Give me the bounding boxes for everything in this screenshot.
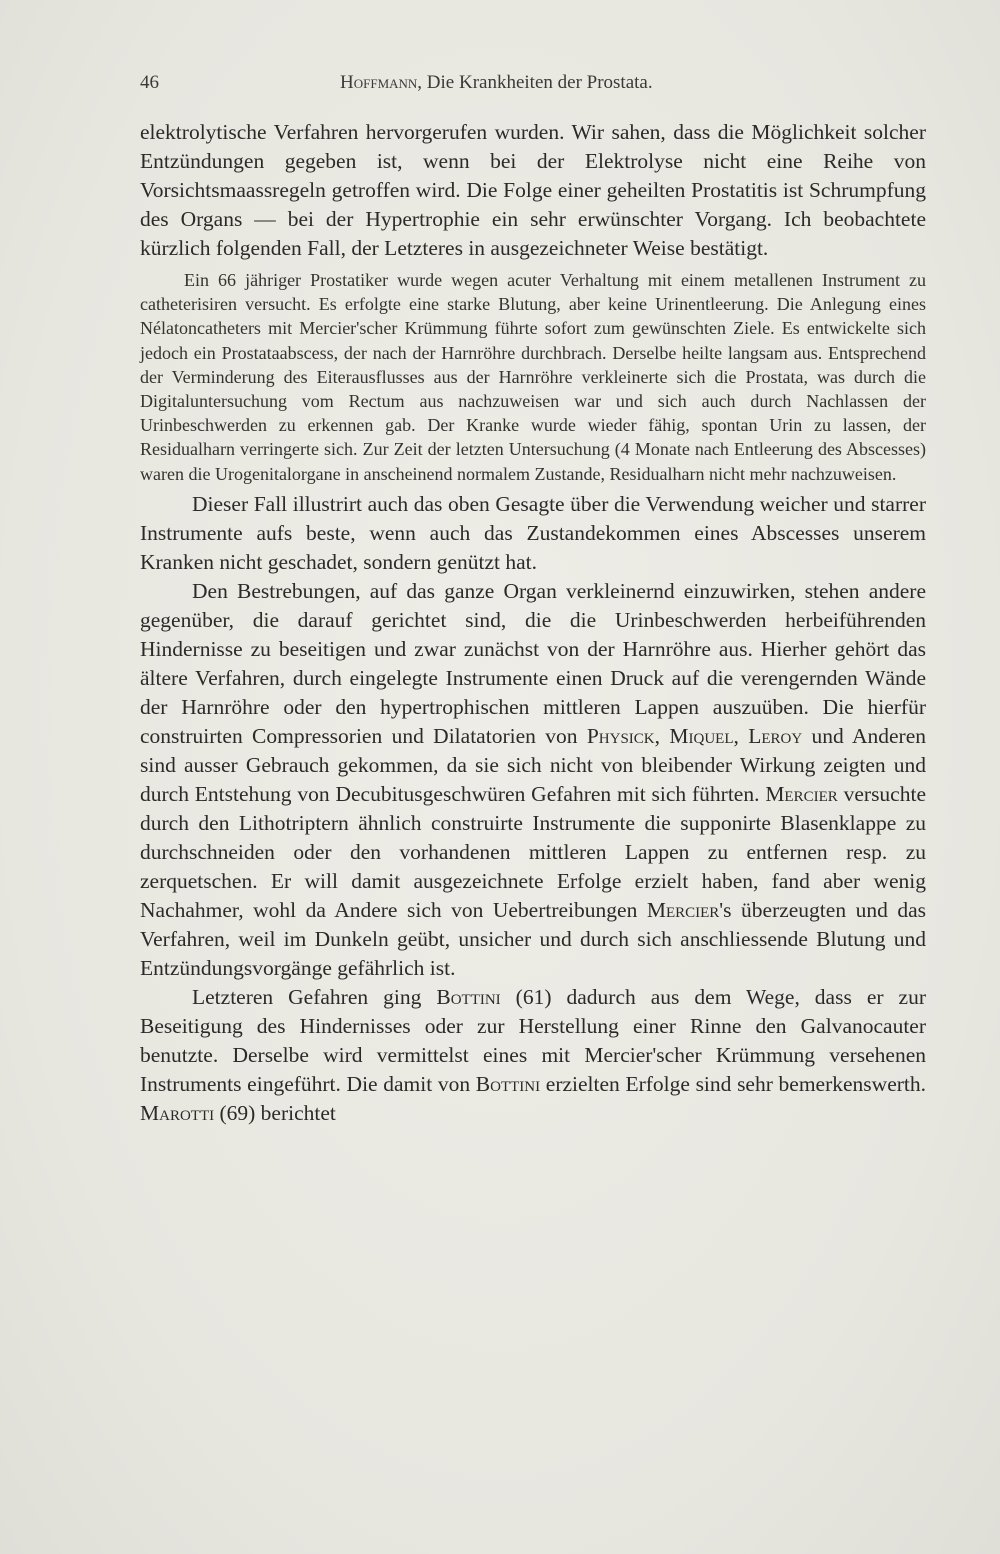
paragraph-compression-methods xyxy=(140,577,926,983)
author-name-mercier: Mercier xyxy=(646,897,720,922)
paragraph-case-commentary: Dieser Fall illustrirt auch das oben Gesagte über die Verwendung weicher und starrer Instrumente aufs beste, wenn auch das Zustandekommen eines Abscesses unserem Kranken nicht geschadet, sondern genützt hat. xyxy=(140,491,926,574)
paragraph-continuation: elektrolytische Verfahren hervorgerufen wurden. Wir sahen, dass die Möglichkeit solcher Entzündungen gegeben ist, wenn bei der Elektrolyse nicht eine Reihe von Vorsichtsmaassregeln getroffen wird. Die Folge einer geheilten Prostatitis ist Schrumpfung des Organs — bei der Hypertrophie ein sehr erwünschter Vorgang. Ich beobachtete kürzlich folgenden Fall, der Letzteres in ausgezeichneter Weise bestätigt. xyxy=(140,120,926,260)
author-name: Hoffmann xyxy=(340,72,418,93)
text-run: , xyxy=(654,723,670,748)
running-title xyxy=(340,72,653,94)
text-run: versuchte durch den Lithotriptern ähnlich construirte Instrumente die supponirte Blasenklappe zu durchschneiden oder den vorhandenen mittleren Lappen zu entfernen resp. zu zerquetschen. Er will damit ausgezeichnete Erfolge erzielt haben, fand aber wenig Nachahmer, wohl da Andere sich von Uebertreibungen xyxy=(140,781,926,922)
page-body xyxy=(140,118,926,1128)
author-name-bottini: Bottini xyxy=(436,984,501,1009)
running-header xyxy=(140,72,930,100)
paragraph-galvanocautery xyxy=(140,983,926,1128)
author-name-physick: Physick xyxy=(586,723,655,748)
author-name-marotti: Marotti xyxy=(140,1100,215,1125)
book-title: , Die Krankheiten der Prostata. xyxy=(417,72,653,93)
page-number: 46 xyxy=(140,72,159,93)
case-report-paragraph: Ein 66 jähriger Prostatiker wurde wegen acuter Verhaltung mit einem metallenen Instrument zu catheterisiren versucht. Es erfolgte eine starke Blutung, aber keine Urinentleerung. Die Anlegung eines Nélatoncatheters mit Mercier'scher Krümmung führte sofort zum gewünschten Ziele. Es entwickelte sich jedoch ein Prostataabscess, der nach der Harnröhre durchbrach. Derselbe heilte langsam aus. Entsprechend der Verminderung des Eiterausflusses aus der Harnröhre verkleinerte sich die Prostata, was durch die Digitaluntersuchung vom Rectum aus nachzuweisen war und sich auch durch Nachlassen der Urinbeschwerden zu erkennen gab. Der Kranke wurde wieder fähig, spontan Urin zu lassen, der Residualharn verringerte sich. Zur Zeit der letzten Untersuchung (4 Monate nach Entleerung des Abscesses) waren die Urogenitalorgane in anscheinend normalem Zustande, Residualharn nicht mehr nachzuweisen. xyxy=(140,270,926,484)
text-run: erzielten Erfolge sind sehr bemerkenswerth. xyxy=(540,1071,926,1096)
text-run: 's überzeugten und das Verfahren, weil im Dunkeln geübt, unsicher und durch sich anschliessende Blutung und Entzündungsvorgänge gefährlich ist. xyxy=(140,897,926,980)
text-run: , xyxy=(733,723,749,748)
author-name-mercier: Mercier xyxy=(765,781,838,806)
author-name-bottini: Bottini xyxy=(475,1071,541,1096)
text-run: und Anderen sind ausser Gebrauch gekommen, da sie sich nicht von bleibender Wirkung zeigten und durch Entstehung von Decubitusgeschwüren Gefahren mit sich führten. xyxy=(140,723,927,806)
author-name-miquel: Miquel xyxy=(669,723,734,748)
text-run: (61) dadurch aus dem Wege, dass er zur Beseitigung des Hindernisses oder zur Herstellung einer Rinne den Galvanocauter benutzte. Derselbe wird vermittelst eines mit Mercier'scher Krümmung versehenen Instruments eingeführt. Die damit von xyxy=(140,984,926,1096)
text-run: Den Bestrebungen, auf das ganze Organ verkleinernd einzuwirken, stehen andere gegenüber, die darauf gerichtet sind, die die Urinbeschwerden herbeiführenden Hindernisse zu beseitigen und zwar zunächst von der Harnröhre aus. Hierher gehört das ältere Verfahren, durch eingelegte Instrumente einen Druck auf die verengernden Wände der Harnröhre oder den hypertrophischen mittleren Lappen auszuüben. Die hierfür construirten Compressorien und Dilatatorien von xyxy=(140,578,926,748)
text-run: (69) berichtet xyxy=(214,1100,336,1125)
text-run: Letzteren Gefahren ging xyxy=(192,984,437,1009)
author-name-leroy: Leroy xyxy=(748,723,803,748)
